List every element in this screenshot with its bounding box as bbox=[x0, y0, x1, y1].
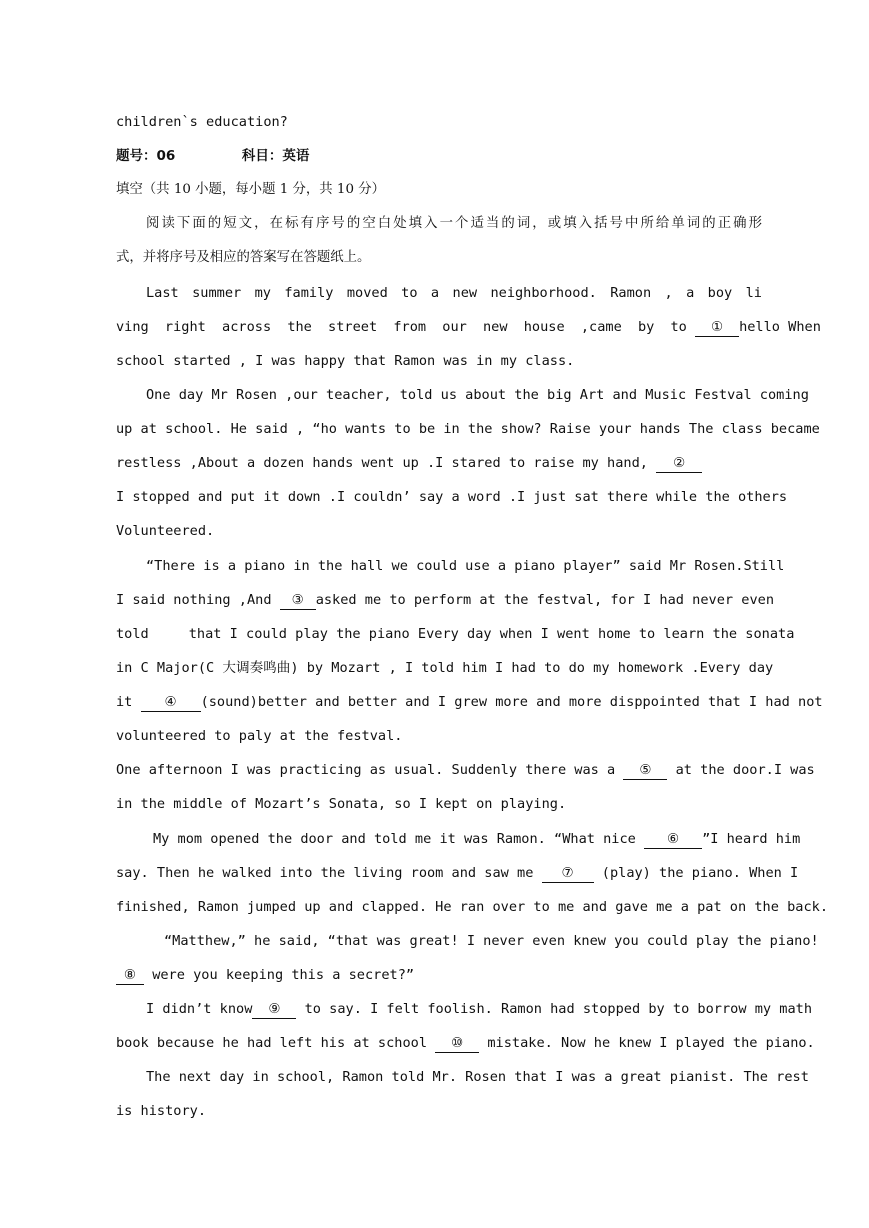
passage-text: I said nothing ,And bbox=[116, 592, 272, 608]
passage-line bbox=[116, 590, 774, 610]
instruction-line: 阅读下面的短文，在标有序号的空白处填入一个适当的词，或填入括号中所给单词的正确形 bbox=[146, 216, 762, 231]
passage-line: Volunteered. bbox=[116, 523, 215, 539]
passage-line bbox=[116, 453, 762, 473]
blank-2[interactable]: ② bbox=[656, 456, 702, 473]
passage-line: volunteered to paly at the festval. bbox=[116, 728, 403, 744]
passage-line: Last summer my family moved to a new neighborhood. Ramon , a boy li bbox=[146, 285, 762, 301]
passage-text: told bbox=[116, 626, 149, 642]
instruction-line: 式，并将序号及相应的答案写在答题纸上。 bbox=[116, 250, 371, 265]
blank-3[interactable]: ③ bbox=[280, 593, 316, 610]
blank-9[interactable]: ⑨ bbox=[252, 1002, 296, 1019]
passage-text: (play) the piano. When I bbox=[601, 865, 799, 881]
passage-line: “Matthew,” he said, “that was great! I never even knew you could play the piano! bbox=[164, 933, 819, 949]
passage-line bbox=[116, 999, 813, 1019]
passage-line: “There is a piano in the hall we could use a piano player” said Mr Rosen.Still bbox=[146, 558, 785, 574]
header-tail: children`s education? bbox=[116, 114, 288, 130]
passage-line: up at school. He said , “ho wants to be in the show? Raise your hands The class became bbox=[116, 421, 820, 437]
passage-line: The next day in school, Ramon told Mr. Rosen that I was a great pianist. The rest bbox=[146, 1069, 809, 1085]
passage-text: ving right across the street from our new house ,came by to bbox=[116, 319, 687, 335]
passage-text: (sound)better and better and I grew more and more disppointed that I had not bbox=[200, 694, 823, 710]
passage-text: say. Then he walked into the living room and saw me bbox=[116, 865, 534, 881]
passage-line bbox=[116, 829, 801, 849]
passage-line bbox=[116, 317, 821, 337]
passage-line bbox=[116, 965, 762, 985]
passage-line: finished, Ramon jumped up and clapped. He ran over to me and gave me a pat on the back. bbox=[116, 899, 829, 915]
passage-text: that I could play the piano Every day when I went home to learn the sonata bbox=[188, 626, 795, 642]
passage-text: it bbox=[116, 694, 133, 710]
question-subject: 科目：英语 bbox=[241, 148, 310, 164]
passage-line: in C Major(C 大调奏鸣曲) by Mozart , I told him I had to do my homework .Every day bbox=[116, 660, 774, 676]
passage-line bbox=[116, 624, 795, 644]
passage-line: is history. bbox=[116, 1103, 207, 1119]
passage-line bbox=[116, 1033, 815, 1053]
blank-7[interactable]: ⑦ bbox=[542, 866, 594, 883]
passage-line: I stopped and put it down .I couldn’ say a word .I just sat there while the others bbox=[116, 489, 788, 505]
passage-text: I didn’t know bbox=[146, 1001, 253, 1017]
passage-line bbox=[116, 692, 823, 712]
passage-line: in the middle of Mozart’s Sonata, so I kept on playing. bbox=[116, 796, 567, 812]
passage-text: were you keeping this a secret?” bbox=[152, 967, 415, 983]
blank-6[interactable]: ⑥ bbox=[644, 832, 702, 849]
passage-text: restless ,About a dozen hands went up .I stared to raise my hand, bbox=[116, 455, 648, 471]
passage-text: ”I heard him bbox=[702, 831, 801, 847]
passage-line bbox=[116, 760, 815, 780]
question-number: 题号：06 bbox=[116, 148, 176, 164]
passage-text: mistake. Now he knew I played the piano. bbox=[487, 1035, 815, 1051]
passage-text: My mom opened the door and told me it was Ramon. “What nice bbox=[153, 831, 636, 847]
question-meta bbox=[116, 146, 762, 166]
passage-text: asked me to perform at the festval, for I had never even bbox=[315, 592, 774, 608]
blank-4[interactable]: ④ bbox=[141, 695, 201, 712]
blank-8[interactable]: ⑧ bbox=[116, 968, 144, 985]
passage-line bbox=[116, 863, 799, 883]
passage-text: book because he had left his at school bbox=[116, 1035, 427, 1051]
passage-line: One day Mr Rosen ,our teacher, told us about the big Art and Music Festval coming bbox=[146, 387, 809, 403]
passage-text: to say. I felt foolish. Ramon had stopped by to borrow my math bbox=[304, 1001, 813, 1017]
passage-line: school started , I was happy that Ramon was in my class. bbox=[116, 353, 575, 369]
passage-text: at the door.I was bbox=[675, 762, 815, 778]
blank-10[interactable]: ⑩ bbox=[435, 1036, 479, 1053]
section-heading: 填空（共 10 小题，每小题 1 分，共 10 分） bbox=[116, 182, 385, 197]
blank-5[interactable]: ⑤ bbox=[623, 763, 667, 780]
passage-text: One afternoon I was practicing as usual. Suddenly there was a bbox=[116, 762, 616, 778]
passage-text: hello When bbox=[739, 319, 821, 335]
blank-1[interactable]: ① bbox=[695, 320, 739, 337]
